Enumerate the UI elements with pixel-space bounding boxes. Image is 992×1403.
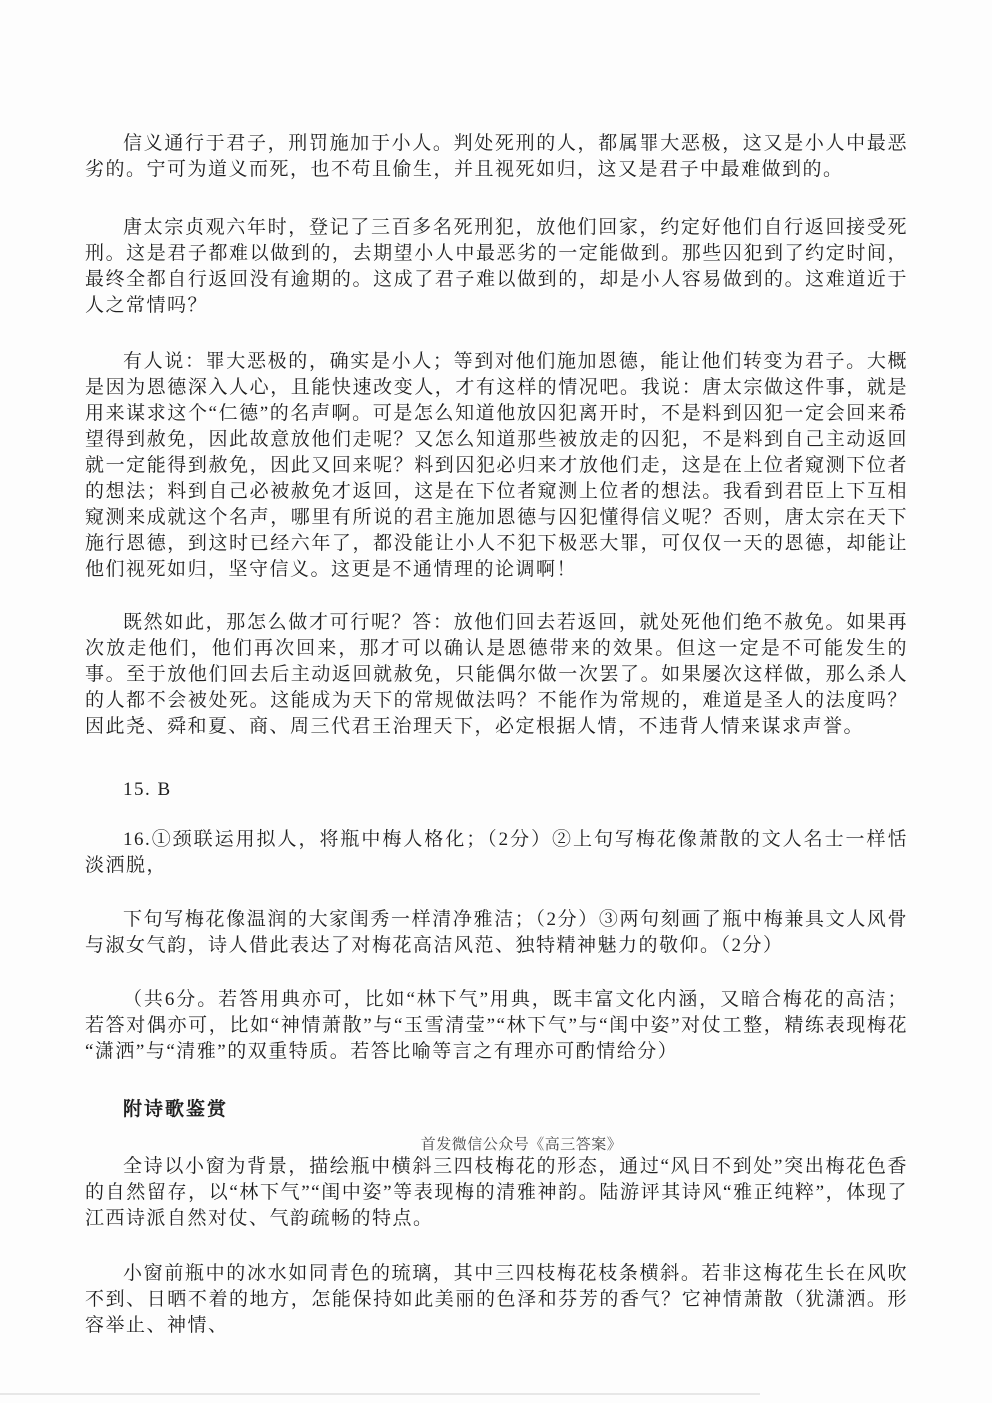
- document-text-column: [85, 131, 908, 1339]
- appreciation-paragraph-1: 全诗以小窗为背景，描绘瓶中横斜三四枝梅花的形态，通过“风日不到处”突出梅花色香的自然留存，以“林下气”“闺中姿”等表现梅的清雅神韵。陆游评其诗风“雅正纯粹”，体现了江西诗派自然对仗、气韵疏畅的特点。: [85, 1156, 908, 1229]
- scan-edge-artifact-line: [0, 1393, 760, 1395]
- translation-paragraph-4: 既然如此，那怎么做才可行呢？答：放他们回去若返回，就处死他们绝不赦免。如果再次放走他们，他们再次回来，那才可以确认是恩德带来的效果。但这一定是不可能发生的事。至于放他们回去后主动返回就赦免，只能偶尔做一次罢了。如果屡次这样做，那么杀人的人都不会被处死。这能成为天下的常规做法吗？不能作为常规的，难道是圣人的法度吗？因此尧、舜和夏、商、周三代君王治理天下，必定根据人情，不违背人情来谋求声誉。: [85, 612, 908, 737]
- answer-question-16-scoring-note: （共6分。若答用典亦可，比如“林下气”用典，既丰富文化内涵，又暗合梅花的高洁；若答对偶亦可，比如“神情萧散”与“玉雪清莹”“林下气”与“闺中姿”对仗工整，精练表现梅花“潇洒”与“清雅”的双重特质。若答比喻等言之有理亦可酌情给分）: [85, 989, 908, 1062]
- poetry-appreciation-heading: 附诗歌鉴赏: [123, 1099, 229, 1120]
- translation-paragraph-2: 唐太宗贞观六年时，登记了三百多名死刑犯，放他们回家，约定好他们自行返回接受死刑。这是君子都难以做到的，去期望小人中最恶劣的一定能做到。那些囚犯到了约定时间，最终全都自行返回没有逾期的。这成了君子难以做到的，却是小人容易做到的。这难道近于人之常情吗？: [85, 217, 908, 316]
- translation-paragraph-1: 信义通行于君子，刑罚施加于小人。判处死刑的人，都属罪大恶极，这又是小人中最恶劣的。宁可为道义而死，也不苟且偷生，并且视死如归，这又是君子中最难做到的。: [85, 133, 908, 180]
- answer-question-16-part-2: 下句写梅花像温润的大家闺秀一样清净雅洁；（2分）③两句刻画了瓶中梅兼具文人风骨与淑女气韵，诗人借此表达了对梅花高洁风范、独特精神魅力的敬仰。（2分）: [85, 909, 908, 956]
- appreciation-paragraph-2: 小窗前瓶中的冰水如同青色的琉璃，其中三四枝梅花枝条横斜。若非这梅花生长在风吹不到、日晒不着的地方，怎能保持如此美丽的色泽和芬芳的香气？它神情萧散（犹潇洒。形容举止、神情、: [85, 1263, 908, 1336]
- answer-question-15: 15. B: [123, 779, 172, 800]
- translation-paragraph-3: 有人说：罪大恶极的，确实是小人；等到对他们施加恩德，能让他们转变为君子。大概是因为恩德深入人心，且能快速改变人，才有这样的情况吧。我说：唐太宗做这件事，就是用来谋求这个“仁德”的名声啊。可是怎么知道他放囚犯离开时，不是料到囚犯一定会回来希望得到赦免，因此故意放他们走呢？又怎么知道那些被放走的囚犯，不是料到自己主动返回就一定能得到赦免，因此又回来呢？料到囚犯必归来才放他们走，这是在上位者窥测下位者的想法；料到自己必被赦免才返回，这是在下位者窥测上位者的想法。我看到君臣上下互相窥测来成就这个名声，哪里有所说的君主施加恩德与囚犯懂得信义呢？否则，唐太宗在天下施行恩德，到这时已经六年了，都没能让小人不犯下极恶大罪，可仅仅一天的恩德，却能让他们视死如归，坚守信义。这更是不通情理的论调啊！: [85, 351, 908, 580]
- wechat-watermark: 首发微信公众号《高三答案》: [420, 1137, 623, 1153]
- answer-question-16-part-1: 16.①颈联运用拟人，将瓶中梅人格化；（2分）②上句写梅花像萧散的文人名士一样恬淡洒脱，: [85, 829, 908, 876]
